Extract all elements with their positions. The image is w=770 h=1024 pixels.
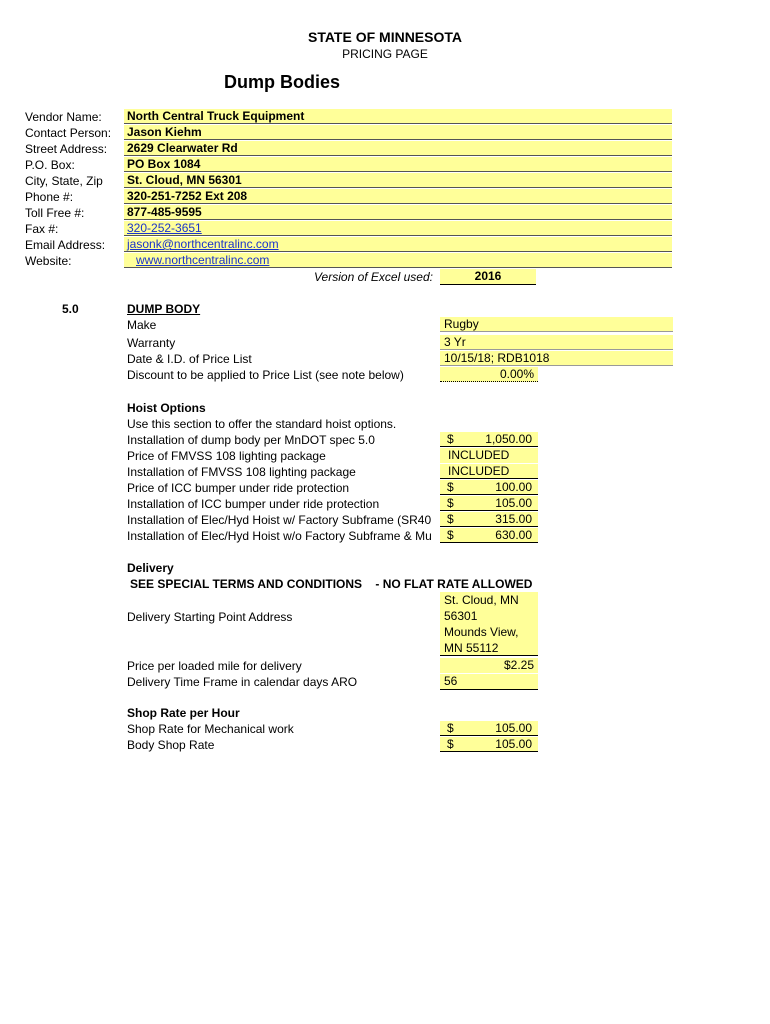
price-list-label: Date & I.D. of Price List <box>127 352 252 366</box>
hoist-item-price[interactable] <box>440 528 538 543</box>
hoist-item-price[interactable] <box>440 512 538 527</box>
price-per-mile-field[interactable]: $2.25 <box>440 658 538 673</box>
hoist-options-title: Hoist Options <box>127 401 206 415</box>
currency-symbol: $ <box>447 721 454 735</box>
currency-symbol: $ <box>447 512 454 526</box>
street-address-field[interactable]: 2629 Clearwater Rd <box>124 141 672 156</box>
hoist-options-note: Use this section to offer the standard hoist options. <box>127 417 397 431</box>
currency-symbol: $ <box>447 737 454 751</box>
fax-label: Fax #: <box>25 222 59 236</box>
hoist-item-price[interactable] <box>440 496 538 511</box>
shop-rate-field[interactable] <box>440 721 538 736</box>
price-amount: 315.00 <box>495 512 532 526</box>
delivery-start-label: Delivery Starting Point Address <box>127 610 293 624</box>
price-amount: INCLUDED <box>448 448 510 462</box>
shop-rate-label: Shop Rate for Mechanical work <box>127 722 294 736</box>
make-label: Make <box>127 318 157 332</box>
email-label: Email Address: <box>25 238 106 252</box>
state-title: STATE OF MINNESOTA <box>308 29 462 45</box>
warranty-field[interactable]: 3 Yr <box>440 335 673 350</box>
website-label: Website: <box>25 254 72 268</box>
hoist-item-price[interactable] <box>440 464 538 479</box>
toll-free-label: Toll Free #: <box>25 206 85 220</box>
discount-label: Discount to be applied to Price List (see note below) <box>127 368 404 382</box>
email-link[interactable]: jasonk@northcentralinc.com <box>127 237 279 251</box>
phone-label: Phone #: <box>25 190 74 204</box>
make-field[interactable]: Rugby <box>440 317 673 332</box>
delivery-timeframe-label: Delivery Time Frame in calendar days ARO <box>127 675 358 689</box>
hoist-item-price[interactable] <box>440 448 538 463</box>
hoist-item-price[interactable] <box>440 480 538 495</box>
phone-field[interactable]: 320-251-7252 Ext 208 <box>124 189 672 204</box>
currency-symbol: $ <box>447 528 454 542</box>
currency-symbol: $ <box>447 480 454 494</box>
hoist-item-label: Price of FMVSS 108 lighting package <box>127 449 326 463</box>
section-title: DUMP BODY <box>127 302 201 316</box>
toll-free-field[interactable]: 877-485-9595 <box>124 205 672 220</box>
price-amount: 105.00 <box>495 496 532 510</box>
vendor-name-label: Vendor Name: <box>25 110 102 124</box>
delivery-terms: SEE SPECIAL TERMS AND CONDITIONS - NO FLAT RATE ALLOWED <box>130 577 533 591</box>
price-amount: 105.00 <box>495 737 532 751</box>
price-amount: 100.00 <box>495 480 532 494</box>
currency-symbol: $ <box>447 496 454 510</box>
hoist-item-label: Installation of Elec/Hyd Hoist w/ Factory Subframe (SR40 <box>127 513 432 527</box>
hoist-item-label: Installation of Elec/Hyd Hoist w/o Factory Subframe & Mu <box>127 529 432 543</box>
price-amount: INCLUDED <box>448 464 510 478</box>
contact-person-field[interactable]: Jason Kiehm <box>124 125 672 140</box>
shop-rate-label: Body Shop Rate <box>127 738 215 752</box>
price-per-mile-label: Price per loaded mile for delivery <box>127 659 302 673</box>
delivery-start-line: St. Cloud, MN <box>444 593 519 607</box>
hoist-item-label: Installation of ICC bumper under ride protection <box>127 497 380 511</box>
hoist-item-label: Installation of dump body per MnDOT spec 5.0 <box>127 433 375 447</box>
street-address-label: Street Address: <box>25 142 108 156</box>
page-title: Dump Bodies <box>223 72 340 92</box>
delivery-start-field[interactable] <box>440 592 538 656</box>
fax-link[interactable]: 320-252-3651 <box>127 221 202 235</box>
hoist-item-price[interactable] <box>440 432 538 447</box>
delivery-start-line: 56301 <box>444 609 478 623</box>
hoist-item-label: Installation of FMVSS 108 lighting package <box>127 465 356 479</box>
excel-version-label: Version of Excel used: <box>314 270 433 284</box>
website-link[interactable]: www.northcentralinc.com <box>136 253 270 267</box>
currency-symbol: $ <box>447 432 454 446</box>
website-field[interactable] <box>124 253 672 268</box>
fax-field[interactable] <box>124 221 672 236</box>
delivery-start-line: Mounds View, <box>444 625 519 639</box>
price-amount: 105.00 <box>495 721 532 735</box>
price-list-field[interactable]: 10/15/18; RDB1018 <box>440 351 673 366</box>
price-amount: 630.00 <box>495 528 532 542</box>
delivery-timeframe-field[interactable]: 56 <box>440 674 538 690</box>
email-field[interactable] <box>124 237 672 252</box>
po-box-label: P.O. Box: <box>25 158 75 172</box>
discount-field[interactable]: 0.00% <box>440 367 538 382</box>
contact-person-label: Contact Person: <box>25 126 112 140</box>
excel-version-field[interactable]: 2016 <box>440 269 536 285</box>
price-amount: 1,050.00 <box>485 432 532 446</box>
vendor-name-field[interactable]: North Central Truck Equipment <box>124 109 672 124</box>
delivery-title: Delivery <box>127 561 174 575</box>
section-number: 5.0 <box>62 302 79 316</box>
page-subtitle: PRICING PAGE <box>342 47 428 61</box>
po-box-field[interactable]: PO Box 1084 <box>124 157 672 172</box>
city-state-zip-label: City, State, Zip <box>25 174 103 188</box>
shop-rate-field[interactable] <box>440 737 538 752</box>
delivery-start-line: MN 55112 <box>444 641 499 655</box>
warranty-label: Warranty <box>127 336 176 350</box>
city-state-zip-field[interactable]: St. Cloud, MN 56301 <box>124 173 672 188</box>
shop-rate-title: Shop Rate per Hour <box>127 706 240 720</box>
hoist-item-label: Price of ICC bumper under ride protection <box>127 481 350 495</box>
